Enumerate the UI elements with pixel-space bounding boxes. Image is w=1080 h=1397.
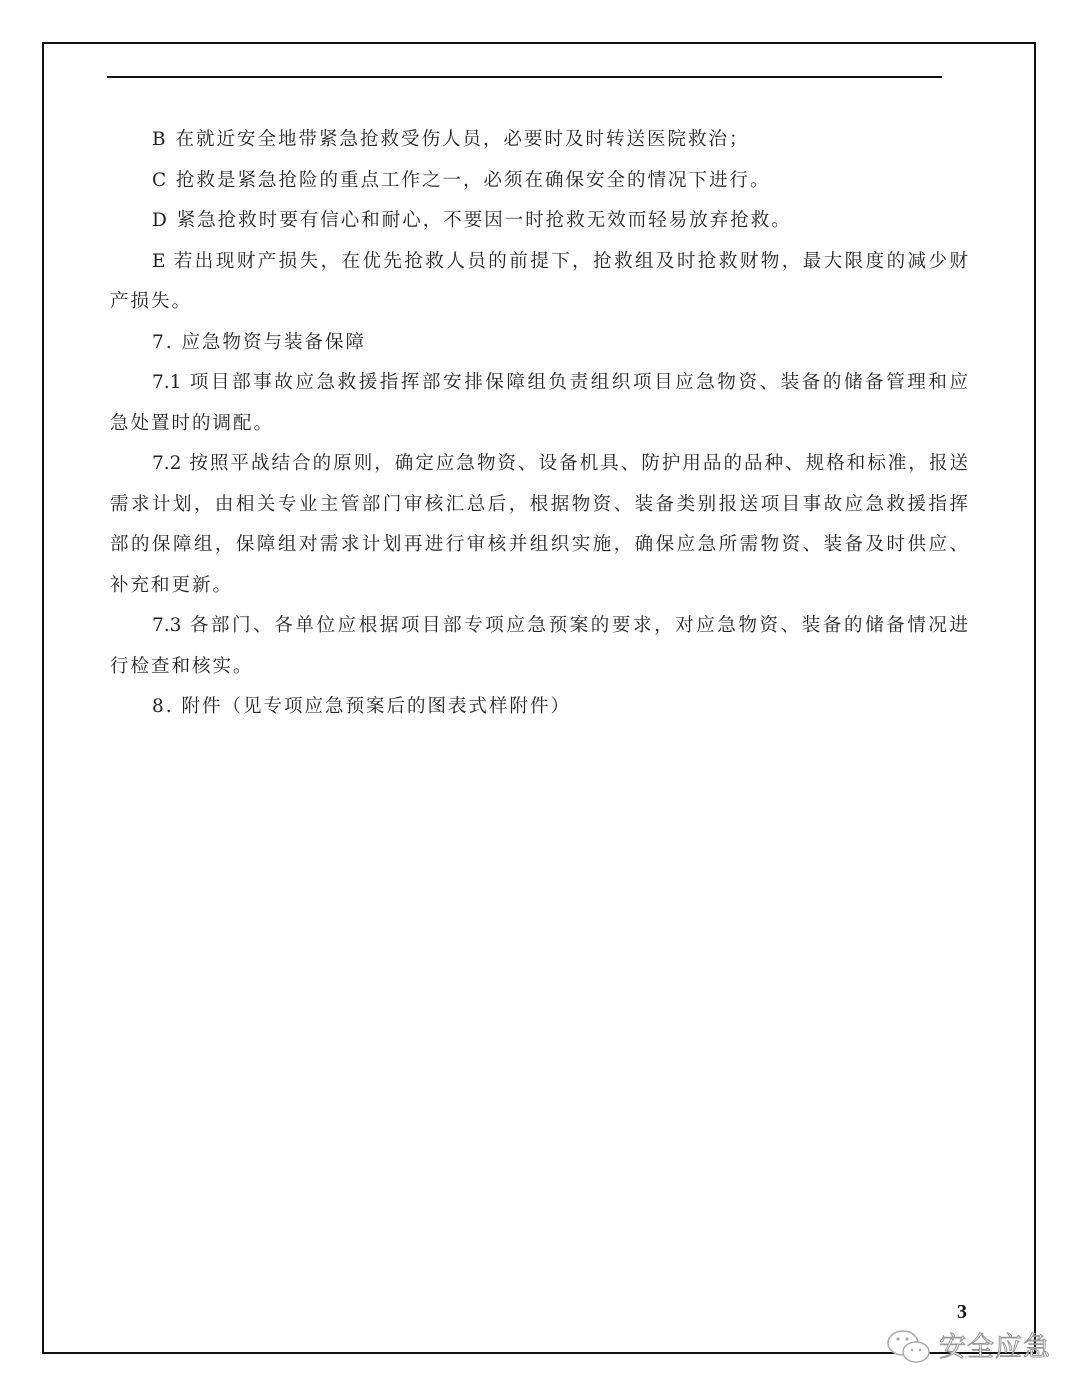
text-line: E 若出现财产损失，在优先抢救人员的前提下，抢救组及时抢救财物，最大限度的减少财 <box>152 250 968 272</box>
text-line: C 抢救是紧急抢险的重点工作之一，必须在确保安全的情况下进行。 <box>152 169 771 191</box>
watermark-text: 安全应急 <box>939 1332 1051 1363</box>
text-line: 补充和更新。 <box>110 574 234 596</box>
text-line: 急处置时的调配。 <box>110 412 275 434</box>
text-line: 产损失。 <box>110 291 193 312</box>
text-line: 8. 附件（见专项应急预案后的图表式样附件） <box>152 696 572 717</box>
text-line: 需求计划，由相关专业主管部门审核汇总后，根据物资、装备类别报送项目事故应急救援指挥 <box>110 493 968 515</box>
watermark <box>885 1328 1051 1368</box>
text-line: 7.3 各部门、各单位应根据项目部专项应急预案的要求，对应急物资、装备的储备情况进 <box>152 615 968 636</box>
text-line: 部的保障组，保障组对需求计划再进行审核并组织实施，确保应急所需物资、装备及时供应、 <box>110 534 968 555</box>
text-line: 7. 应急物资与装备保障 <box>152 331 367 353</box>
text-line: 行检查和核实。 <box>110 655 254 677</box>
text-line: D 紧急抢救时要有信心和耐心，不要因一时抢救无效而轻易放弃抢救。 <box>152 210 792 231</box>
document-body <box>110 124 968 732</box>
page-number: 3 <box>957 1301 967 1323</box>
text-line: 7.2 按照平战结合的原则，确定应急物资、设备机具、防护用品的品种、规格和标准，报送 <box>152 453 968 474</box>
text-line: 7.1 项目部事故应急救援指挥部安排保障组负责组织项目应急物资、装备的储备管理和应 <box>152 372 968 393</box>
text-line: B 在就近安全地带紧急抢救受伤人员，必要时及时转送医院救治； <box>152 129 750 150</box>
wechat-icon <box>885 1328 933 1368</box>
header-rule <box>107 76 942 78</box>
